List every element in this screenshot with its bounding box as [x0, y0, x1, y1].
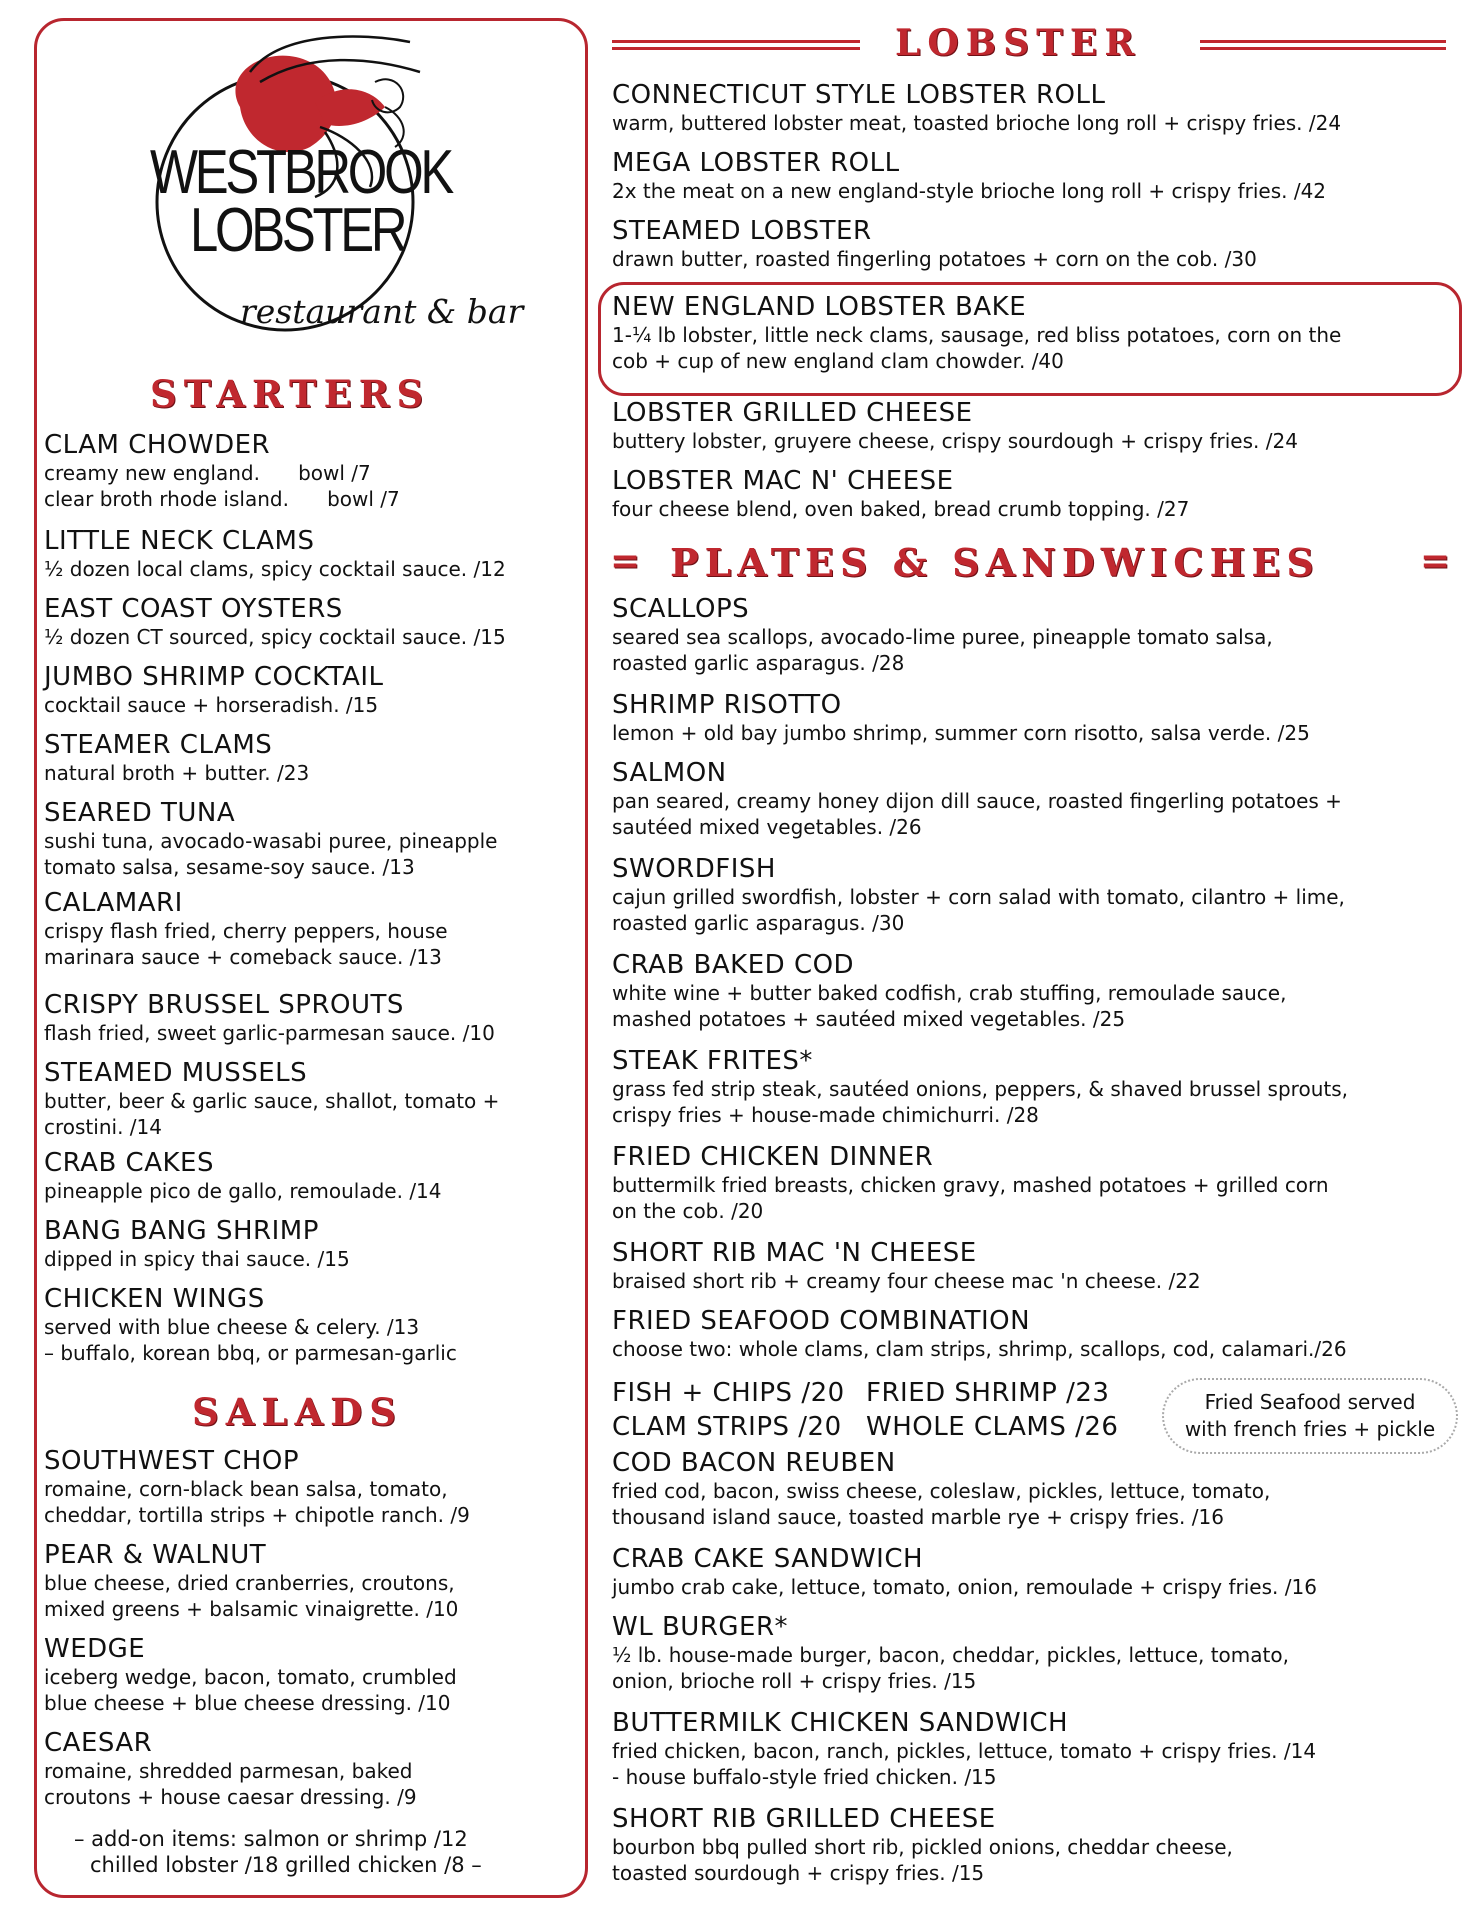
description-line: buttery lobster, gruyere cheese, crispy sourdough + crispy fries. /24: [612, 429, 1298, 453]
description-line: roasted garlic asparagus. /28: [612, 651, 905, 675]
menu-item-description: [612, 720, 1310, 746]
description-line: choose two: whole clams, clam strips, shrimp, scallops, cod, calamari./26: [612, 1337, 1347, 1361]
menu-item-description: [612, 1076, 1348, 1128]
menu-item-name: CRAB CAKE SANDWICH: [612, 1544, 924, 1574]
menu-item: [44, 1148, 442, 1204]
menu-item-description: [44, 828, 498, 880]
menu-item: [612, 1448, 1270, 1530]
description-line: butter, beer & garlic sauce, shallot, tomato +: [44, 1089, 500, 1113]
menu-item: [612, 148, 1326, 204]
menu-item-description: [44, 692, 384, 718]
description-line: fried chicken, bacon, ranch, pickles, lettuce, tomato + crispy fries. /14: [612, 1739, 1317, 1763]
description-line: grass fed strip steak, sautéed onions, peppers, & shaved brussel sprouts,: [612, 1077, 1348, 1101]
description-line: warm, buttered lobster meat, toasted brioche long roll + crispy fries. /24: [612, 111, 1342, 135]
section-title-lobster: LOBSTER: [895, 22, 1142, 64]
description-line: pineapple pico de gallo, remoulade. /14: [44, 1179, 442, 1203]
menu-item: [612, 854, 1345, 936]
description-line: ½ lb. house-made burger, bacon, cheddar, pickles, lettuce, tomato,: [612, 1643, 1289, 1667]
menu-item: [612, 758, 1342, 840]
menu-item: [44, 1216, 350, 1272]
menu-item-description: [44, 1246, 350, 1272]
menu-item-description: [612, 788, 1342, 840]
description-line: drawn butter, roasted fingerling potatoes + corn on the cob. /30: [612, 247, 1257, 271]
menu-item-name: SOUTHWEST CHOP: [44, 1446, 300, 1476]
description-line: cajun grilled swordfish, lobster + corn salad with tomato, cilantro + lime,: [612, 885, 1345, 909]
rule-lobster-right: [1200, 40, 1446, 50]
description-line: clear broth rhode island. bowl /7: [44, 487, 400, 511]
menu-item-name: CRAB BAKED COD: [612, 950, 855, 980]
menu-item-description: [612, 1642, 1289, 1694]
description-line: sautéed mixed vegetables. /26: [612, 815, 922, 839]
menu-item-description: [44, 1570, 458, 1622]
menu-item: [612, 292, 1341, 374]
section-title-plates: PLATES & SANDWICHES: [670, 540, 1320, 585]
description-line: mixed greens + balsamic vinaigrette. /10: [44, 1597, 459, 1621]
menu-item-name: PEAR & WALNUT: [44, 1540, 267, 1570]
menu-item-name: FRIED SEAFOOD COMBINATION: [612, 1306, 1031, 1336]
menu-item-name: EAST COAST OYSTERS: [44, 594, 343, 624]
description-line: – buffalo, korean bbq, or parmesan-garlic: [44, 1341, 457, 1365]
menu-item-name: CRAB CAKES: [44, 1148, 214, 1178]
menu-item-description: [612, 178, 1326, 204]
description-line: romaine, shredded parmesan, baked: [44, 1759, 413, 1783]
section-title-salads: SALADS: [192, 1390, 403, 1434]
menu-item: [612, 1142, 1329, 1224]
description-line: creamy new england. bowl /7: [44, 461, 371, 485]
menu-item-name: STEAMED LOBSTER: [612, 216, 872, 246]
menu-item-description: [44, 624, 506, 650]
menu-item: [44, 730, 309, 786]
description-line: seared sea scallops, avocado-lime puree, pineapple tomato salsa,: [612, 625, 1273, 649]
menu-item-name: CRISPY BRUSSEL SPROUTS: [44, 990, 404, 1020]
description-line: blue cheese + blue cheese dressing. /10: [44, 1691, 451, 1715]
menu-item-description: [44, 1178, 442, 1204]
description-line: onion, brioche roll + crispy fries. /15: [612, 1669, 977, 1693]
menu-item: [44, 888, 448, 970]
menu-item-name: LOBSTER MAC N' CHEESE: [612, 466, 954, 496]
menu-item: [612, 594, 1273, 676]
description-line: cob + cup of new england clam chowder. /40: [612, 349, 1064, 373]
menu-item-name: SHORT RIB GRILLED CHEESE: [612, 1804, 996, 1834]
menu-item: [612, 690, 1310, 746]
description-line: thousand island sauce, toasted marble rye + crispy fries. /16: [612, 1505, 1224, 1529]
combo-fried-shrimp: FRIED SHRIMP /23: [866, 1378, 1110, 1408]
plates-deco-right: =: [1420, 540, 1458, 582]
menu-item: [612, 1708, 1316, 1790]
menu-item-description: [612, 884, 1345, 936]
description-line: sushi tuna, avocado-wasabi puree, pineapple: [44, 829, 498, 853]
menu-item: [612, 1612, 1289, 1694]
menu-item-description: [612, 1268, 1201, 1294]
menu-item-description: [612, 428, 1298, 454]
addons-line-1: – add-on items: salmon or shrimp /12: [74, 1827, 468, 1851]
description-line: cheddar, tortilla strips + chipotle ranch. /9: [44, 1503, 470, 1527]
menu-item-description: [612, 496, 1189, 522]
menu-item-name: LITTLE NECK CLAMS: [44, 526, 315, 556]
description-line: bourbon bbq pulled short rib, pickled onions, cheddar cheese,: [612, 1835, 1233, 1859]
description-line: marinara sauce + comeback sauce. /13: [44, 945, 442, 969]
section-title-starters: STARTERS: [150, 372, 431, 416]
menu-item-description: [44, 1020, 495, 1046]
menu-item-name: SALMON: [612, 758, 727, 788]
menu-item-name: CLAM CHOWDER: [44, 430, 271, 460]
description-line: iceberg wedge, bacon, tomato, crumbled: [44, 1665, 457, 1689]
plates-deco-left: =: [610, 540, 645, 582]
description-line: roasted garlic asparagus. /30: [612, 911, 905, 935]
menu-item-description: [44, 1664, 457, 1716]
menu-item: [44, 1728, 417, 1810]
logo-wordmark: [150, 138, 480, 272]
logo-line-1: WESTBROOK: [150, 138, 451, 207]
menu-item-description: [612, 624, 1273, 676]
description-line: fried cod, bacon, swiss cheese, coleslaw, pickles, lettuce, tomato,: [612, 1479, 1271, 1503]
menu-item: [44, 1284, 457, 1366]
description-line: natural broth + butter. /23: [44, 761, 310, 785]
menu-item-description: [612, 980, 1286, 1032]
menu-item-description: [44, 918, 448, 970]
menu-item-name: SHORT RIB MAC 'N CHEESE: [612, 1238, 977, 1268]
menu-item: [44, 1058, 499, 1140]
menu-item: [612, 1046, 1348, 1128]
description-line: dipped in spicy thai sauce. /15: [44, 1247, 350, 1271]
description-line: cocktail sauce + horseradish. /15: [44, 693, 379, 717]
menu-item-name: WL BURGER*: [612, 1612, 789, 1642]
description-line: lemon + old bay jumbo shrimp, summer corn risotto, salsa verde. /25: [612, 721, 1310, 745]
menu-item: [44, 990, 495, 1046]
description-line: braised short rib + creamy four cheese mac 'n cheese. /22: [612, 1269, 1201, 1293]
menu-item-name: STEAK FRITES*: [612, 1046, 813, 1076]
menu-item-name: CONNECTICUT STYLE LOBSTER ROLL: [612, 80, 1106, 110]
description-line: 1-¼ lb lobster, little neck clams, sausage, red bliss potatoes, corn on the: [612, 323, 1342, 347]
menu-item: [44, 798, 498, 880]
menu-item-description: [44, 1758, 417, 1810]
description-line: served with blue cheese & celery. /13: [44, 1315, 420, 1339]
menu-item-description: [612, 1574, 1317, 1600]
description-line: 2x the meat on a new england-style brioche long roll + crispy fries. /42: [612, 179, 1327, 203]
menu-item: [44, 1446, 470, 1528]
menu-item-name: CAESAR: [44, 1728, 153, 1758]
note-line-2: with french fries + pickle: [1184, 1417, 1436, 1441]
description-line: jumbo crab cake, lettuce, tomato, onion, remoulade + crispy fries. /16: [612, 1575, 1317, 1599]
menu-item-description: [44, 1314, 457, 1366]
menu-item-description: [612, 246, 1257, 272]
menu-item-description: [44, 1476, 470, 1528]
menu-item-name: COD BACON REUBEN: [612, 1448, 896, 1478]
fried-seafood-note: [1162, 1378, 1458, 1454]
logo-tagline: restaurant & bar: [240, 292, 524, 331]
menu-item-name: NEW ENGLAND LOBSTER BAKE: [612, 292, 1027, 322]
menu-item: [44, 662, 384, 718]
description-line: mashed potatoes + sautéed mixed vegetables. /25: [612, 1007, 1126, 1031]
menu-item-description: [612, 1336, 1347, 1362]
menu-item: [612, 398, 1298, 454]
menu-item: [44, 1540, 458, 1622]
menu-item-name: CALAMARI: [44, 888, 183, 918]
menu-item: [612, 1238, 1201, 1294]
menu-item-description: [612, 1172, 1329, 1224]
menu-item-name: JUMBO SHRIMP COCKTAIL: [44, 662, 384, 692]
menu-item-name: CHICKEN WINGS: [44, 1284, 265, 1314]
description-line: pan seared, creamy honey dijon dill sauce, roasted fingerling potatoes +: [612, 789, 1342, 813]
description-line: flash fried, sweet garlic-parmesan sauce. /10: [44, 1021, 495, 1045]
rule-lobster-left: [612, 40, 860, 50]
menu-item-description: [44, 460, 400, 512]
description-line: crispy fries + house-made chimichurri. /28: [612, 1103, 1039, 1127]
menu-item-name: MEGA LOBSTER ROLL: [612, 148, 900, 178]
description-line: ½ dozen CT sourced, spicy cocktail sauce. /15: [44, 625, 506, 649]
menu-item-description: [612, 110, 1341, 136]
menu-item-name: FRIED CHICKEN DINNER: [612, 1142, 934, 1172]
description-line: toasted sourdough + crispy fries. /15: [612, 1861, 985, 1885]
menu-item: [44, 430, 400, 512]
description-line: crispy flash fried, cherry peppers, house: [44, 919, 448, 943]
addons-note: [74, 1826, 482, 1878]
menu-item: [612, 466, 1189, 522]
menu-item-description: [612, 1738, 1316, 1790]
combo-fish-chips: FISH + CHIPS /20: [612, 1378, 845, 1408]
menu-item-name: WEDGE: [44, 1634, 146, 1664]
menu-item-description: [44, 760, 309, 786]
menu-item: [612, 1544, 1317, 1600]
logo-line-2: LOBSTER: [190, 196, 405, 265]
description-line: croutons + house caesar dressing. /9: [44, 1785, 417, 1809]
menu-item-name: BANG BANG SHRIMP: [44, 1216, 319, 1246]
description-line: crostini. /14: [44, 1115, 162, 1139]
menu-item: [612, 216, 1257, 272]
menu-item-name: SCALLOPS: [612, 594, 750, 624]
description-line: white wine + butter baked codfish, crab stuffing, remoulade sauce,: [612, 981, 1287, 1005]
addons-line-2: chilled lobster /18 grilled chicken /8 –: [90, 1853, 482, 1877]
combo-whole-clams: WHOLE CLAMS /26: [866, 1412, 1119, 1442]
menu-item: [44, 1634, 457, 1716]
menu-item-name: BUTTERMILK CHICKEN SANDWICH: [612, 1708, 1069, 1738]
menu-item-name: STEAMED MUSSELS: [44, 1058, 308, 1088]
menu-item-name: LOBSTER GRILLED CHEESE: [612, 398, 973, 428]
menu-item: [44, 594, 506, 650]
description-line: on the cob. /20: [612, 1199, 764, 1223]
description-line: buttermilk fried breasts, chicken gravy, mashed potatoes + grilled corn: [612, 1173, 1329, 1197]
menu-item-description: [44, 1088, 499, 1140]
description-line: tomato salsa, sesame-soy sauce. /13: [44, 855, 415, 879]
menu-item: [612, 1306, 1347, 1362]
menu-item-name: SEARED TUNA: [44, 798, 236, 828]
menu-item-description: [612, 1478, 1270, 1530]
description-line: ½ dozen local clams, spicy cocktail sauce. /12: [44, 557, 506, 581]
menu-item-description: [44, 556, 506, 582]
menu-item-description: [612, 322, 1341, 374]
note-line-1: Fried Seafood served: [1204, 1390, 1416, 1414]
description-line: four cheese blend, oven baked, bread crumb topping. /27: [612, 497, 1190, 521]
combo-clam-strips: CLAM STRIPS /20: [612, 1412, 842, 1442]
menu-item-name: STEAMER CLAMS: [44, 730, 273, 760]
description-line: romaine, corn-black bean salsa, tomato,: [44, 1477, 448, 1501]
description-line: - house buffalo-style fried chicken. /15: [612, 1765, 997, 1789]
menu-item: [612, 80, 1341, 136]
description-line: blue cheese, dried cranberries, croutons,: [44, 1571, 455, 1595]
menu-item: [612, 950, 1286, 1032]
menu-item-description: [612, 1834, 1233, 1886]
menu-item-name: SHRIMP RISOTTO: [612, 690, 842, 720]
menu-item-name: SWORDFISH: [612, 854, 776, 884]
menu-item: [44, 526, 506, 582]
menu-item: [612, 1804, 1233, 1886]
